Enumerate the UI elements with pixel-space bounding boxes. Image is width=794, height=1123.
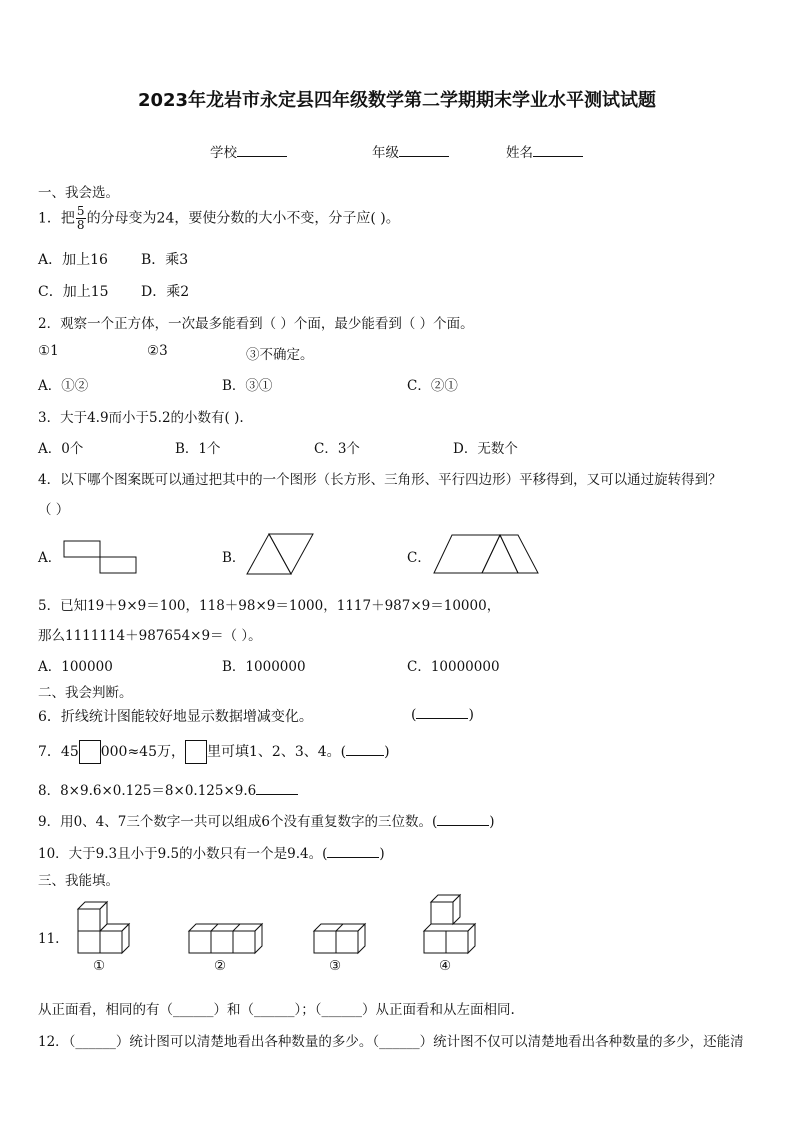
- q7-box-1[interactable]: [79, 740, 101, 764]
- q8-answer-blank[interactable]: [256, 782, 298, 795]
- q5-option-b[interactable]: B．1000000: [222, 659, 306, 675]
- grade-label: 年级: [372, 145, 399, 161]
- q1-option-d[interactable]: D．乘2: [141, 284, 190, 300]
- question-12-text: 12．（______）统计图可以清楚地看出各种数量的多少。（______）统计图不仅可以清楚地看出各种数量的多少，还能清: [38, 1034, 744, 1050]
- q7-answer-blank[interactable]: [346, 743, 384, 756]
- q1-option-c[interactable]: C．加上15: [38, 284, 109, 300]
- question-5-stem: 5．已知19＋9×9＝100，118＋98×9＝1000，1117＋987×9＝10000，: [38, 598, 501, 614]
- q4-figure-b-triangles: [246, 533, 314, 575]
- figure-label-4: ④: [439, 958, 452, 974]
- q4-option-c[interactable]: C．: [407, 550, 431, 566]
- q5-option-c[interactable]: C．10000000: [407, 659, 500, 675]
- school-label: 学校: [210, 145, 237, 161]
- q4-option-b[interactable]: B．: [222, 550, 246, 566]
- q4-figure-a-rectangles: [63, 539, 138, 577]
- question-2-stem: 2．观察一个正方体，一次最多能看到（ ）个面，最少能看到（ ）个面。: [38, 316, 474, 332]
- q2-choice-1: ①1: [38, 343, 59, 359]
- q2-choice-3: ③不确定。: [246, 347, 314, 363]
- question-9-stem: 9．用0、4、7三个数字一共可以组成6个没有重复数字的三位数。( ): [38, 814, 495, 830]
- grade-field[interactable]: [372, 141, 449, 161]
- q9-answer-blank[interactable]: [437, 813, 489, 826]
- q2-choice-2: ②3: [147, 343, 168, 359]
- section-2-heading: 二、我会判断。: [38, 685, 133, 701]
- section-3-heading: 三、我能填。: [38, 873, 119, 889]
- page-title: 2023年龙岩市永定县四年级数学第二学期期末学业水平测试试题: [137, 90, 657, 111]
- question-11-text: 从正面看，相同的有（______）和（______）；（______）从正面看和从左面相同.: [38, 1002, 515, 1018]
- question-7-stem: 7．45 000≈45万， 里可填1、2、3、4。( ): [38, 740, 390, 764]
- figure-label-1: ①: [93, 958, 106, 974]
- q1-option-a[interactable]: A．加上16: [38, 252, 108, 268]
- figure-label-3: ③: [329, 958, 342, 974]
- q4-figure-c-parallelograms: [433, 533, 541, 575]
- figure-label-2: ②: [214, 958, 227, 974]
- q2-option-a[interactable]: A．①②: [38, 378, 89, 394]
- name-label: 姓名: [506, 145, 533, 161]
- q2-option-b[interactable]: B．③①: [222, 378, 273, 394]
- school-field[interactable]: [210, 141, 287, 161]
- q5-option-a[interactable]: A．100000: [38, 659, 113, 675]
- cube-figure-1: [77, 903, 139, 955]
- question-1-stem: 1．把 $\frac{5}{8}$ 的分母变为24，要使分数的大小不变，分子应( )。: [38, 204, 400, 232]
- section-1-heading: 一、我会选。: [38, 185, 119, 201]
- cube-figure-2: [188, 918, 272, 956]
- q7-box-2[interactable]: [185, 740, 207, 764]
- answer-paren: （ ）: [38, 502, 70, 518]
- question-10-stem: 10．大于9.3且小于9.5的小数只有一个是9.4。( ): [38, 846, 385, 862]
- cube-figure-3: [313, 918, 375, 956]
- q3-option-b[interactable]: B．1个: [175, 441, 221, 457]
- q10-answer-blank[interactable]: [327, 845, 379, 858]
- question-5-stem-2: 那么1111114＋987654×9＝（ ）。: [38, 628, 262, 644]
- question-3-stem: 3．大于4.9而小于5.2的小数有( ).: [38, 410, 244, 426]
- question-4-stem: 4．以下哪个图案既可以通过把其中的一个图形（长方形、三角形、平行四边形）平移得到，又可以通过旋转得到？: [38, 472, 722, 488]
- name-field[interactable]: [506, 141, 583, 161]
- q3-option-c[interactable]: C．3个: [314, 441, 360, 457]
- q4-option-a[interactable]: A．: [38, 550, 62, 566]
- q6-answer-blank[interactable]: ( ): [411, 707, 474, 723]
- question-11-number: 11.: [38, 931, 60, 947]
- fraction: $\frac{5}{8}$: [76, 204, 85, 232]
- q2-option-c[interactable]: C．②①: [407, 378, 458, 394]
- question-8-stem: 8．8×9.6×0.125＝8×0.125×9.6: [38, 779, 298, 799]
- q3-option-d[interactable]: D．无数个: [453, 441, 518, 457]
- cube-figure-4: [423, 895, 485, 955]
- q3-option-a[interactable]: A．0个: [38, 441, 84, 457]
- question-6-stem: 6．折线统计图能较好地显示数据增减变化。: [38, 709, 313, 725]
- q1-option-b[interactable]: B．乘3: [141, 252, 189, 268]
